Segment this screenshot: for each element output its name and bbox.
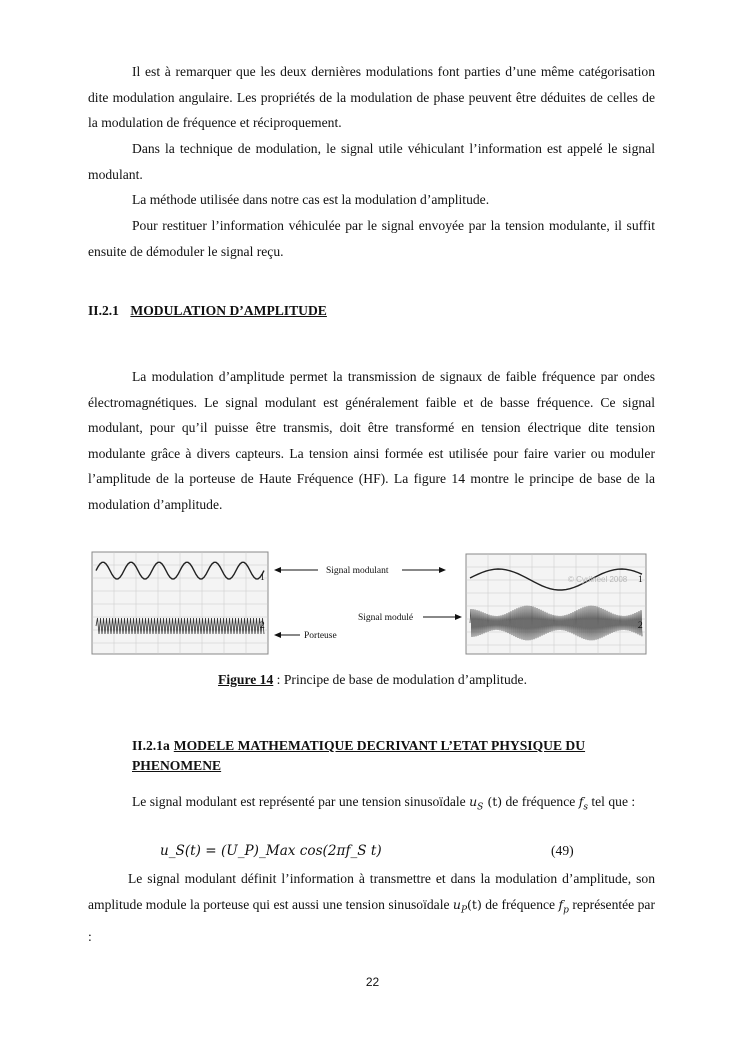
math-sub-s: S (477, 802, 484, 813)
section-heading (88, 301, 327, 321)
figure-caption-ref: Figure 14 (218, 672, 274, 687)
math-f-p: f (558, 896, 564, 912)
right-oscilloscope (466, 554, 646, 654)
math-u-p: u (452, 896, 461, 912)
label-porteuse: Porteuse (304, 631, 337, 641)
page-number: 22 (365, 975, 380, 989)
math-sub-fp: p (563, 905, 569, 916)
figure-watermark: © Cyrilneel 2008 (568, 575, 628, 584)
left-channel-2: 2 (260, 621, 265, 631)
figure-caption-text: : Principe de base de modulation d’amplitude. (273, 672, 527, 687)
p6-text-middle: de fréquence (502, 794, 579, 809)
subsection-heading (132, 736, 662, 776)
right-channel-2: 2 (638, 621, 643, 631)
p6-text-before: Le signal modulant est représenté par une tension sinusoïdale (132, 794, 470, 809)
subsection-title-line1: MODELE MATHEMATIQUE DECRIVANT L’ETAT PHYSIQUE DU (173, 738, 586, 753)
label-signal-modulant: Signal modulant (326, 566, 389, 576)
paragraph-demodulation: Pour restituer l’information véhiculée par le signal envoyée par la tension modulante, il suffit ensuite de démoduler le signal reçu. (88, 218, 655, 259)
math-arg-t: (t) (483, 794, 503, 809)
subsection-number: II.2.1a (132, 738, 170, 753)
right-channel-1: 1 (638, 575, 643, 585)
paragraph-methode: La méthode utilisée dans notre cas est la modulation d’amplitude. (132, 192, 490, 207)
figure-caption (0, 672, 745, 688)
label-signal-module: Signal modulé (358, 613, 414, 623)
equation-49: u_S(t) = (U_P)_Max cos(2πf_S t) (160, 843, 382, 859)
math-f: f (578, 794, 584, 809)
p7-text-before: Le signal modulant définit l’information à transmettre et dans la modulation d’amplitude, son amplitude module la porteuse qui est aussi une tension sinusoïdale (88, 871, 655, 912)
paragraph-signal-utile: Dans la technique de modulation, le signal utile véhiculant l’information est appelé le signal modulant. (88, 141, 655, 182)
section-title: MODULATION D’AMPLITUDE (130, 303, 327, 318)
paragraph-signal-modulant-def (88, 789, 655, 821)
paragraph-am-intro: La modulation d’amplitude permet la transmission de signaux de faible fréquence par ondes électromagnétiques. Le signal modulant est généralement faible et de basse fréquence. Ce signal modulant, pour qu’il puisse être transmis, doit être transformé en tension électrique dite tension modulante grâce à divers capteurs. La tension ainsi formée est utilisée pour faire varier ou moduler l’amplitude de la porteuse de Haute Fréquence (HF). La figure 14 montre le principe de base de la modulation d’amplitude. (88, 369, 655, 512)
p6-text-after: tel que : (587, 794, 636, 809)
subsection-title-line2: PHENOMENE (132, 758, 222, 773)
math-sub-p: P (460, 905, 468, 916)
p7-text-after: représentée par : (88, 896, 655, 944)
paragraph-porteuse-def (88, 866, 655, 949)
left-channel-1: 1 (260, 573, 265, 583)
p7-text-middle: de fréquence (481, 896, 559, 912)
left-oscilloscope (92, 552, 268, 654)
math-sub-fs: s (583, 802, 588, 813)
section-number: II.2.1 (88, 303, 119, 318)
paragraph-angular-modulation: Il est à remarquer que les deux dernières modulations font parties d’une même catégorisation dite modulation angulaire. Les propriétés de la modulation de phase peuvent être déduites de celles de la modulation de fréquence et réciproquement. (88, 64, 655, 130)
math-u: u (469, 794, 478, 809)
equation-number: (49) (551, 843, 574, 858)
figure-am-principle (90, 548, 650, 656)
figure-labels (274, 566, 462, 641)
math-arg-t-2: (t) (467, 896, 482, 912)
